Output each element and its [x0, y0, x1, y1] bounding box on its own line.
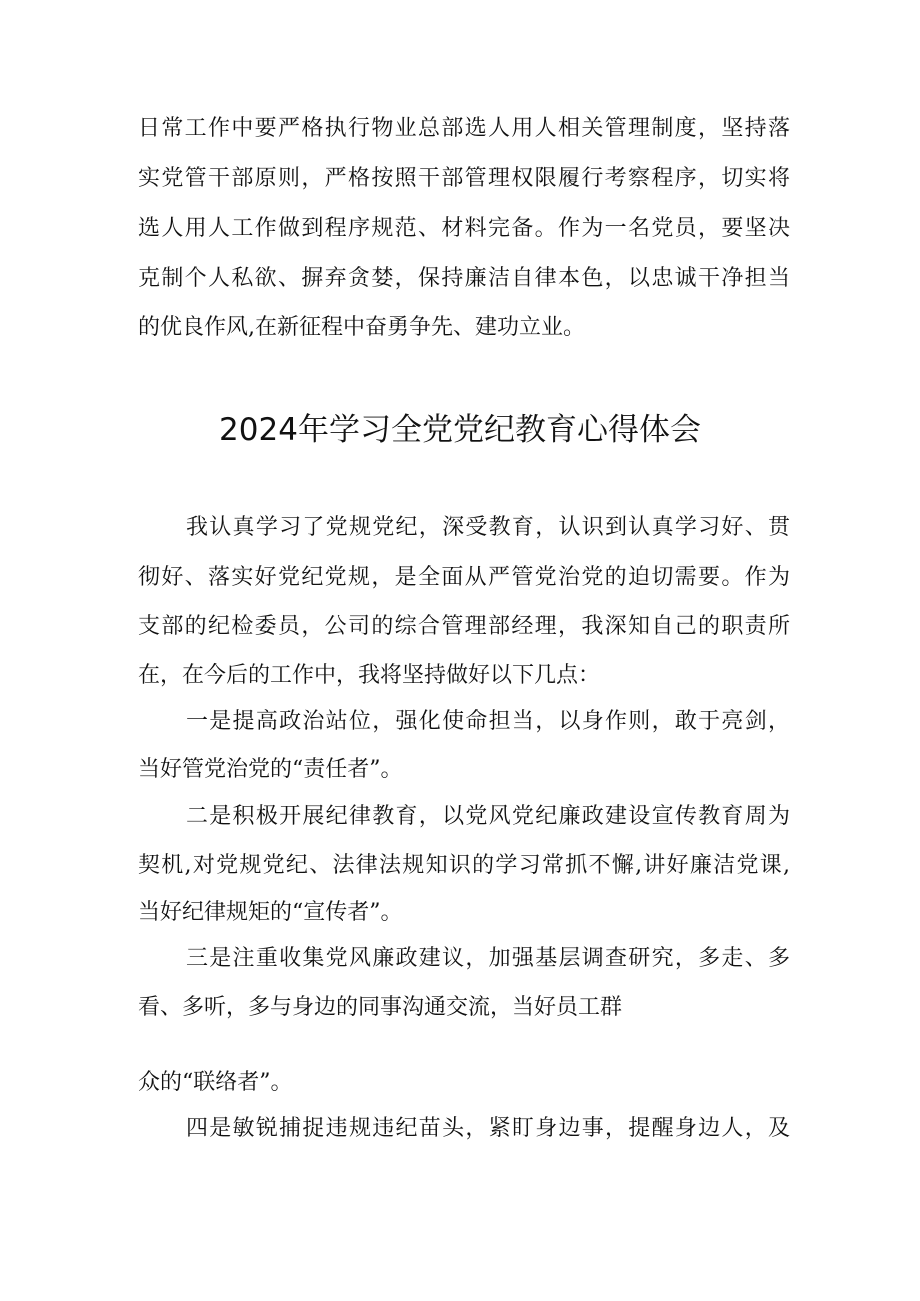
- paragraph-line: 当好纪律规矩的“宣传者”。: [138, 900, 403, 925]
- paragraph-line: 契机,对党规党纪、法律法规知识的学习常抓不懈,讲好廉洁党课,: [138, 853, 790, 878]
- paragraph-line: 我认真学习了党规党纪，深受教育，认识到认真学习好、贯: [186, 515, 790, 540]
- paragraph-line: 选人用人工作做到程序规范、材料完备。作为一名党员，要坚决: [138, 216, 790, 241]
- paragraph-line: 的优良作风,在新征程中奋勇争先、建功立业。: [138, 315, 585, 340]
- document-title: 2024年学习全党党纪教育心得体会: [219, 412, 701, 448]
- paragraph-line: 在，在今后的工作中，我将坚持做好以下几点：: [138, 663, 601, 688]
- paragraph-line: 一是提高政治站位，强化使命担当，以身作则，敢于亮剑，: [186, 709, 790, 734]
- paragraph-line: 日常工作中要严格执行物业总部选人用人相关管理制度，坚持落: [138, 116, 790, 141]
- paragraph-line: 支部的纪检委员，公司的综合管理部经理，我深知自己的职责所: [138, 614, 790, 639]
- paragraph-line: 克制个人私欲、摒弃贪婪，保持廉洁自律本色，以忠诚干净担当: [138, 266, 790, 291]
- paragraph-line: 众的“联络者”。: [138, 1070, 293, 1095]
- paragraph-line: 看、多听，多与身边的同事沟通交流，当好员工群: [138, 995, 623, 1020]
- paragraph-line: 当好管党治党的“责任者”。: [138, 757, 403, 782]
- paragraph-line: 三是注重收集党风廉政建议，加强基层调查研究，多走、多: [186, 946, 790, 971]
- paragraph-line: 实党管干部原则，严格按照干部管理权限履行考察程序，切实将: [138, 166, 790, 191]
- paragraph-line: 四是敏锐捕捉违规违纪苗头，紧盯身边事，提醒身边人，及: [186, 1116, 790, 1141]
- paragraph-line: 二是积极开展纪律教育，以党风党纪廉政建设宣传教育周为: [186, 804, 790, 829]
- paragraph-line: 彻好、落实好党纪党规，是全面从严管党治党的迫切需要。作为: [138, 565, 790, 590]
